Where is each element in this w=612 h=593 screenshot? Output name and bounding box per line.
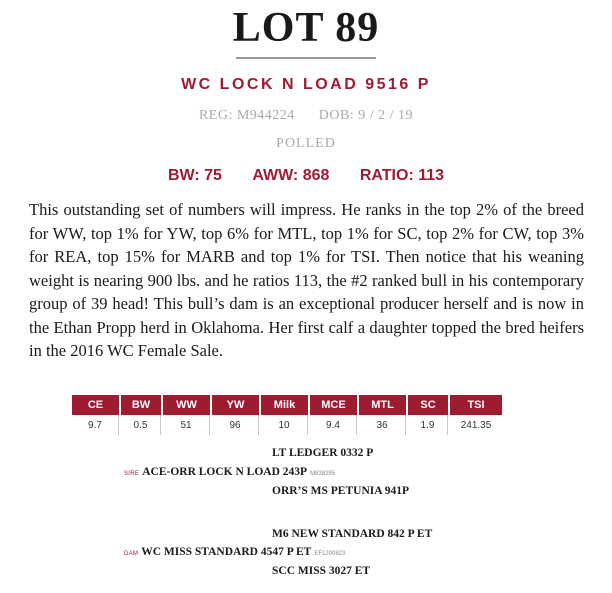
pedigree-dam-sire: M6 NEW STANDARD 842 P ET bbox=[272, 528, 433, 540]
pedigree-sire-sire: LT LEDGER 0332 P bbox=[272, 447, 374, 459]
sire-registration: M838295 bbox=[310, 471, 336, 477]
epd-table bbox=[70, 395, 504, 435]
epd-value-bw: 0.5 bbox=[121, 415, 161, 435]
epd-value-tsi: 241.35 bbox=[460, 419, 492, 431]
pedigree-dam-line bbox=[124, 546, 345, 558]
pedigree-sire: ACE-ORR LOCK N LOAD 243P bbox=[142, 466, 308, 478]
epd-value-row bbox=[72, 415, 502, 435]
epd-header-row bbox=[72, 395, 502, 415]
lot-number: LOT 89 bbox=[232, 5, 380, 51]
weaning-ratio: RATIO: 113 bbox=[359, 167, 445, 184]
epd-header-tsi: TSI bbox=[450, 395, 502, 415]
epd-header-mtl: MTL bbox=[359, 395, 406, 415]
epd-value-ce: 9.7 bbox=[72, 415, 119, 435]
pedigree-dam-dam: SCC MISS 3027 ET bbox=[272, 565, 371, 577]
pedigree-dam: WC MISS STANDARD 4547 P ET bbox=[141, 546, 312, 558]
epd-header-ww: WW bbox=[163, 395, 210, 415]
registration-number: REG: M944224 bbox=[198, 108, 295, 123]
adjusted-weaning-weight: AWW: 868 bbox=[252, 167, 330, 184]
epd-value-milk: 10 bbox=[261, 415, 308, 435]
epd-header-mce: MCE bbox=[310, 395, 357, 415]
sire-tag: SIRE bbox=[124, 471, 140, 477]
epd-header-milk: Milk bbox=[261, 395, 308, 415]
title-divider bbox=[236, 57, 376, 59]
dam-registration: EF1200823 bbox=[314, 551, 346, 557]
pedigree-sire-line bbox=[124, 466, 335, 478]
birth-weight: BW: 75 bbox=[167, 167, 222, 184]
polled-label: POLLED bbox=[276, 136, 336, 151]
epd-header-ce: CE bbox=[72, 395, 119, 415]
performance-stats bbox=[0, 167, 612, 185]
epd-value-mce: 9.4 bbox=[310, 415, 357, 435]
epd-value-yw: 96 bbox=[212, 415, 259, 435]
animal-name: WC LOCK N LOAD 9516 P bbox=[181, 76, 431, 93]
pedigree-sire-dam: ORR’S MS PETUNIA 941P bbox=[272, 485, 410, 497]
dam-tag: DAM bbox=[124, 551, 139, 557]
epd-header-bw: BW bbox=[121, 395, 161, 415]
epd-header-yw: YW bbox=[212, 395, 259, 415]
epd-header-sc: SC bbox=[408, 395, 448, 415]
registration-line bbox=[0, 108, 612, 124]
lot-description: This outstanding set of numbers will impress. He ranks in the top 2% of the breed for WW, top 1% for YW, top 6% for MTL, top 1% for SC, top 2% for CW, top 3% for REA, top 15% for MARB and top 1% for TSI. Then notice that his weaning weight is nearing 900 lbs. and he ratios 113, the #2 ranked bull in his contemporary group of 39 head! This bull’s dam is an exceptional producer herself and is now in the Ethan Propp herd in Oklahoma. Her first calf a daughter topped the bred heifers in the 2016 WC Female Sale. bbox=[29, 200, 584, 360]
epd-value-ww: 51 bbox=[163, 415, 210, 435]
epd-value-mtl: 36 bbox=[359, 415, 406, 435]
epd-value-sc: 1.9 bbox=[408, 415, 448, 435]
date-of-birth: DOB: 9 / 2 / 19 bbox=[318, 108, 414, 123]
